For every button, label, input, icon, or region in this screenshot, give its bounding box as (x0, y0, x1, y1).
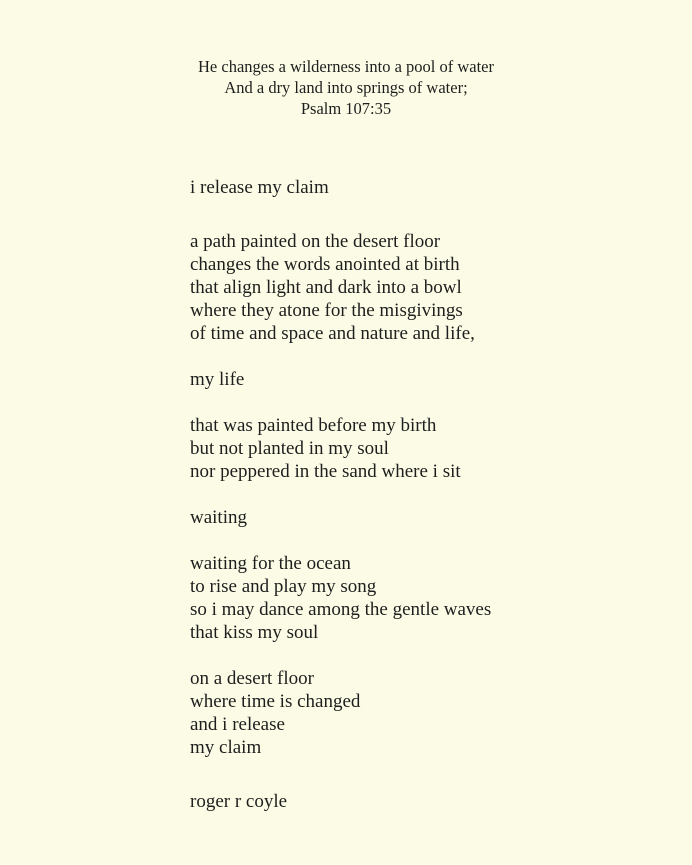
text-line: nor peppered in the sand where i sit (190, 461, 461, 482)
text-line: and i release (190, 714, 285, 735)
epigraph-line (0, 77, 692, 98)
text-line: my claim (190, 737, 262, 758)
text-line: changes the words anointed at birth (190, 254, 460, 275)
poem-author: roger r coyle (190, 791, 288, 812)
scripture-epigraph (0, 0, 692, 119)
text-line: where they atone for the misgivings (190, 300, 463, 321)
text-line: And a dry land into springs of water; (224, 78, 468, 97)
text-line: to rise and play my song (190, 576, 377, 597)
text-line: on a desert floor (190, 668, 314, 689)
text-line: my life (190, 369, 245, 390)
poem-stanza (190, 667, 692, 759)
text-line: He changes a wilderness into a pool of water (198, 57, 494, 76)
poem-stanza (190, 552, 692, 644)
text-line: a path painted on the desert floor (190, 231, 441, 252)
poem-stanza (190, 414, 692, 483)
text-line: where time is changed (190, 691, 361, 712)
poem-stanza (190, 368, 692, 391)
poem-stanzas (190, 230, 692, 759)
poem-title: i release my claim (190, 177, 329, 198)
text-line: that align light and dark into a bowl (190, 277, 462, 298)
text-line: of time and space and nature and life, (190, 323, 475, 344)
epigraph-line (0, 56, 692, 77)
text-line: so i may dance among the gentle waves (190, 599, 492, 620)
poem-stanza (190, 506, 692, 529)
text-line: that kiss my soul (190, 622, 319, 643)
poem-stanza (190, 230, 692, 345)
text-line: waiting (190, 507, 247, 528)
text-line: Psalm 107:35 (300, 99, 392, 118)
epigraph-line (0, 98, 692, 119)
text-line: but not planted in my soul (190, 438, 389, 459)
text-line: waiting for the ocean (190, 553, 351, 574)
text-line: that was painted before my birth (190, 415, 437, 436)
poem-body (190, 176, 692, 813)
